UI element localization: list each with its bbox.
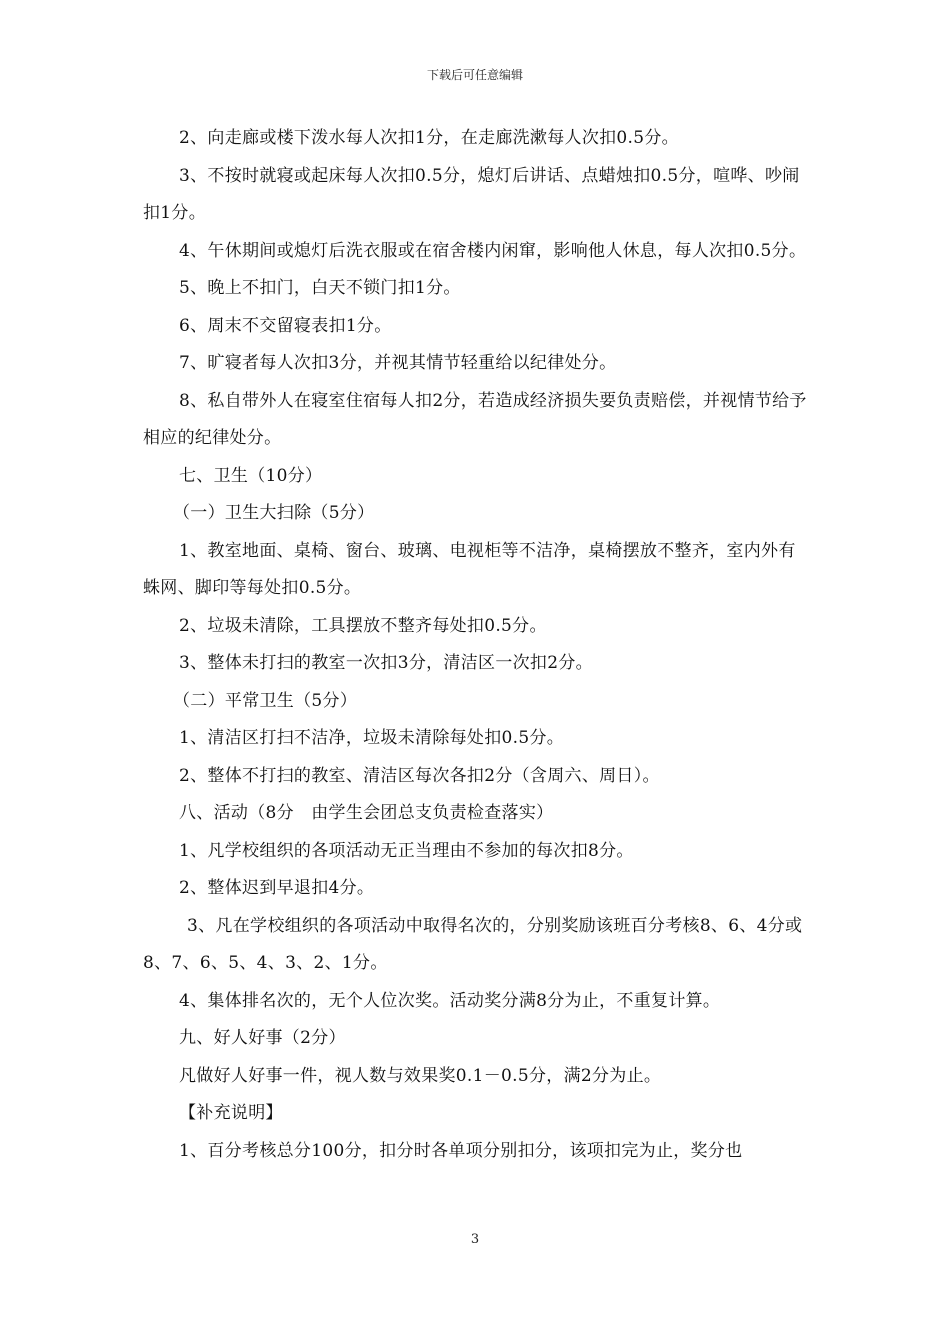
page-header: 下载后可任意编辑	[426, 68, 523, 82]
subsection-heading: （二）平常卫生（5分）	[173, 690, 358, 711]
paragraph: 4、集体排名次的，无个人位次奖。活动奖分满8分为止，不重复计算。	[179, 990, 721, 1011]
paragraph: 1、教室地面、桌椅、窗台、玻璃、电视柜等不洁净，桌椅摆放不整齐，室内外有蛛网、脚印等每处扣0.5分。	[143, 540, 796, 598]
section-heading: 八、活动（8分 由学生会团总支负责检查落实）	[179, 803, 554, 823]
document-body	[143, 120, 808, 1170]
paragraph: 凡做好人好事一件，视人数与效果奖0.1－0.5分，满2分为止。	[179, 1065, 662, 1086]
paragraph: 1、百分考核总分100分，扣分时各单项分别扣分，该项扣完为止，奖分也	[179, 1140, 743, 1161]
paragraph: 2、垃圾未清除，工具摆放不整齐每处扣0.5分。	[179, 615, 547, 636]
paragraph: 3、不按时就寝或起床每人次扣0.5分，熄灯后讲话、点蜡烛扣0.5分，喧哗、吵闹扣1分。	[143, 165, 800, 223]
paragraph: 8、私自带外人在寝室住宿每人扣2分，若造成经济损失要负责赔偿，并视情节给予相应的纪律处分。	[143, 390, 807, 448]
page-number: 3	[470, 1232, 480, 1247]
paragraph: 2、向走廊或楼下泼水每人次扣1分，在走廊洗漱每人次扣0.5分。	[179, 128, 679, 148]
paragraph: 2、整体迟到早退扣4分。	[179, 878, 375, 898]
subsection-heading: （一）卫生大扫除（5分）	[173, 503, 375, 523]
paragraph: 1、凡学校组织的各项活动无正当理由不参加的每次扣8分。	[179, 840, 634, 861]
section-heading: 七、卫生（10分）	[179, 465, 323, 486]
paragraph: 6、周末不交留寝表扣1分。	[179, 315, 392, 336]
paragraph: 7、旷寝者每人次扣3分，并视其情节轻重给以纪律处分。	[179, 353, 617, 373]
paragraph: 3、整体未打扫的教室一次扣3分，清洁区一次扣2分。	[179, 653, 593, 673]
paragraph: 3、凡在学校组织的各项活动中取得名次的，分别奖励该班百分考核8、6、4分或8、7、6、5、4、3、2、1分。	[143, 915, 803, 973]
paragraph: 1、清洁区打扫不洁净，垃圾未清除每处扣0.5分。	[179, 728, 565, 748]
section-heading: 【补充说明】	[179, 1103, 283, 1123]
paragraph: 4、午休期间或熄灯后洗衣服或在宿舍楼内闲窜，影响他人休息，每人次扣0.5分。	[179, 240, 807, 261]
paragraph: 5、晚上不扣门，白天不锁门扣1分。	[179, 278, 461, 298]
section-heading: 九、好人好事（2分）	[179, 1028, 346, 1048]
paragraph: 2、整体不打扫的教室、清洁区每次各扣2分（含周六、周日）。	[179, 765, 660, 786]
